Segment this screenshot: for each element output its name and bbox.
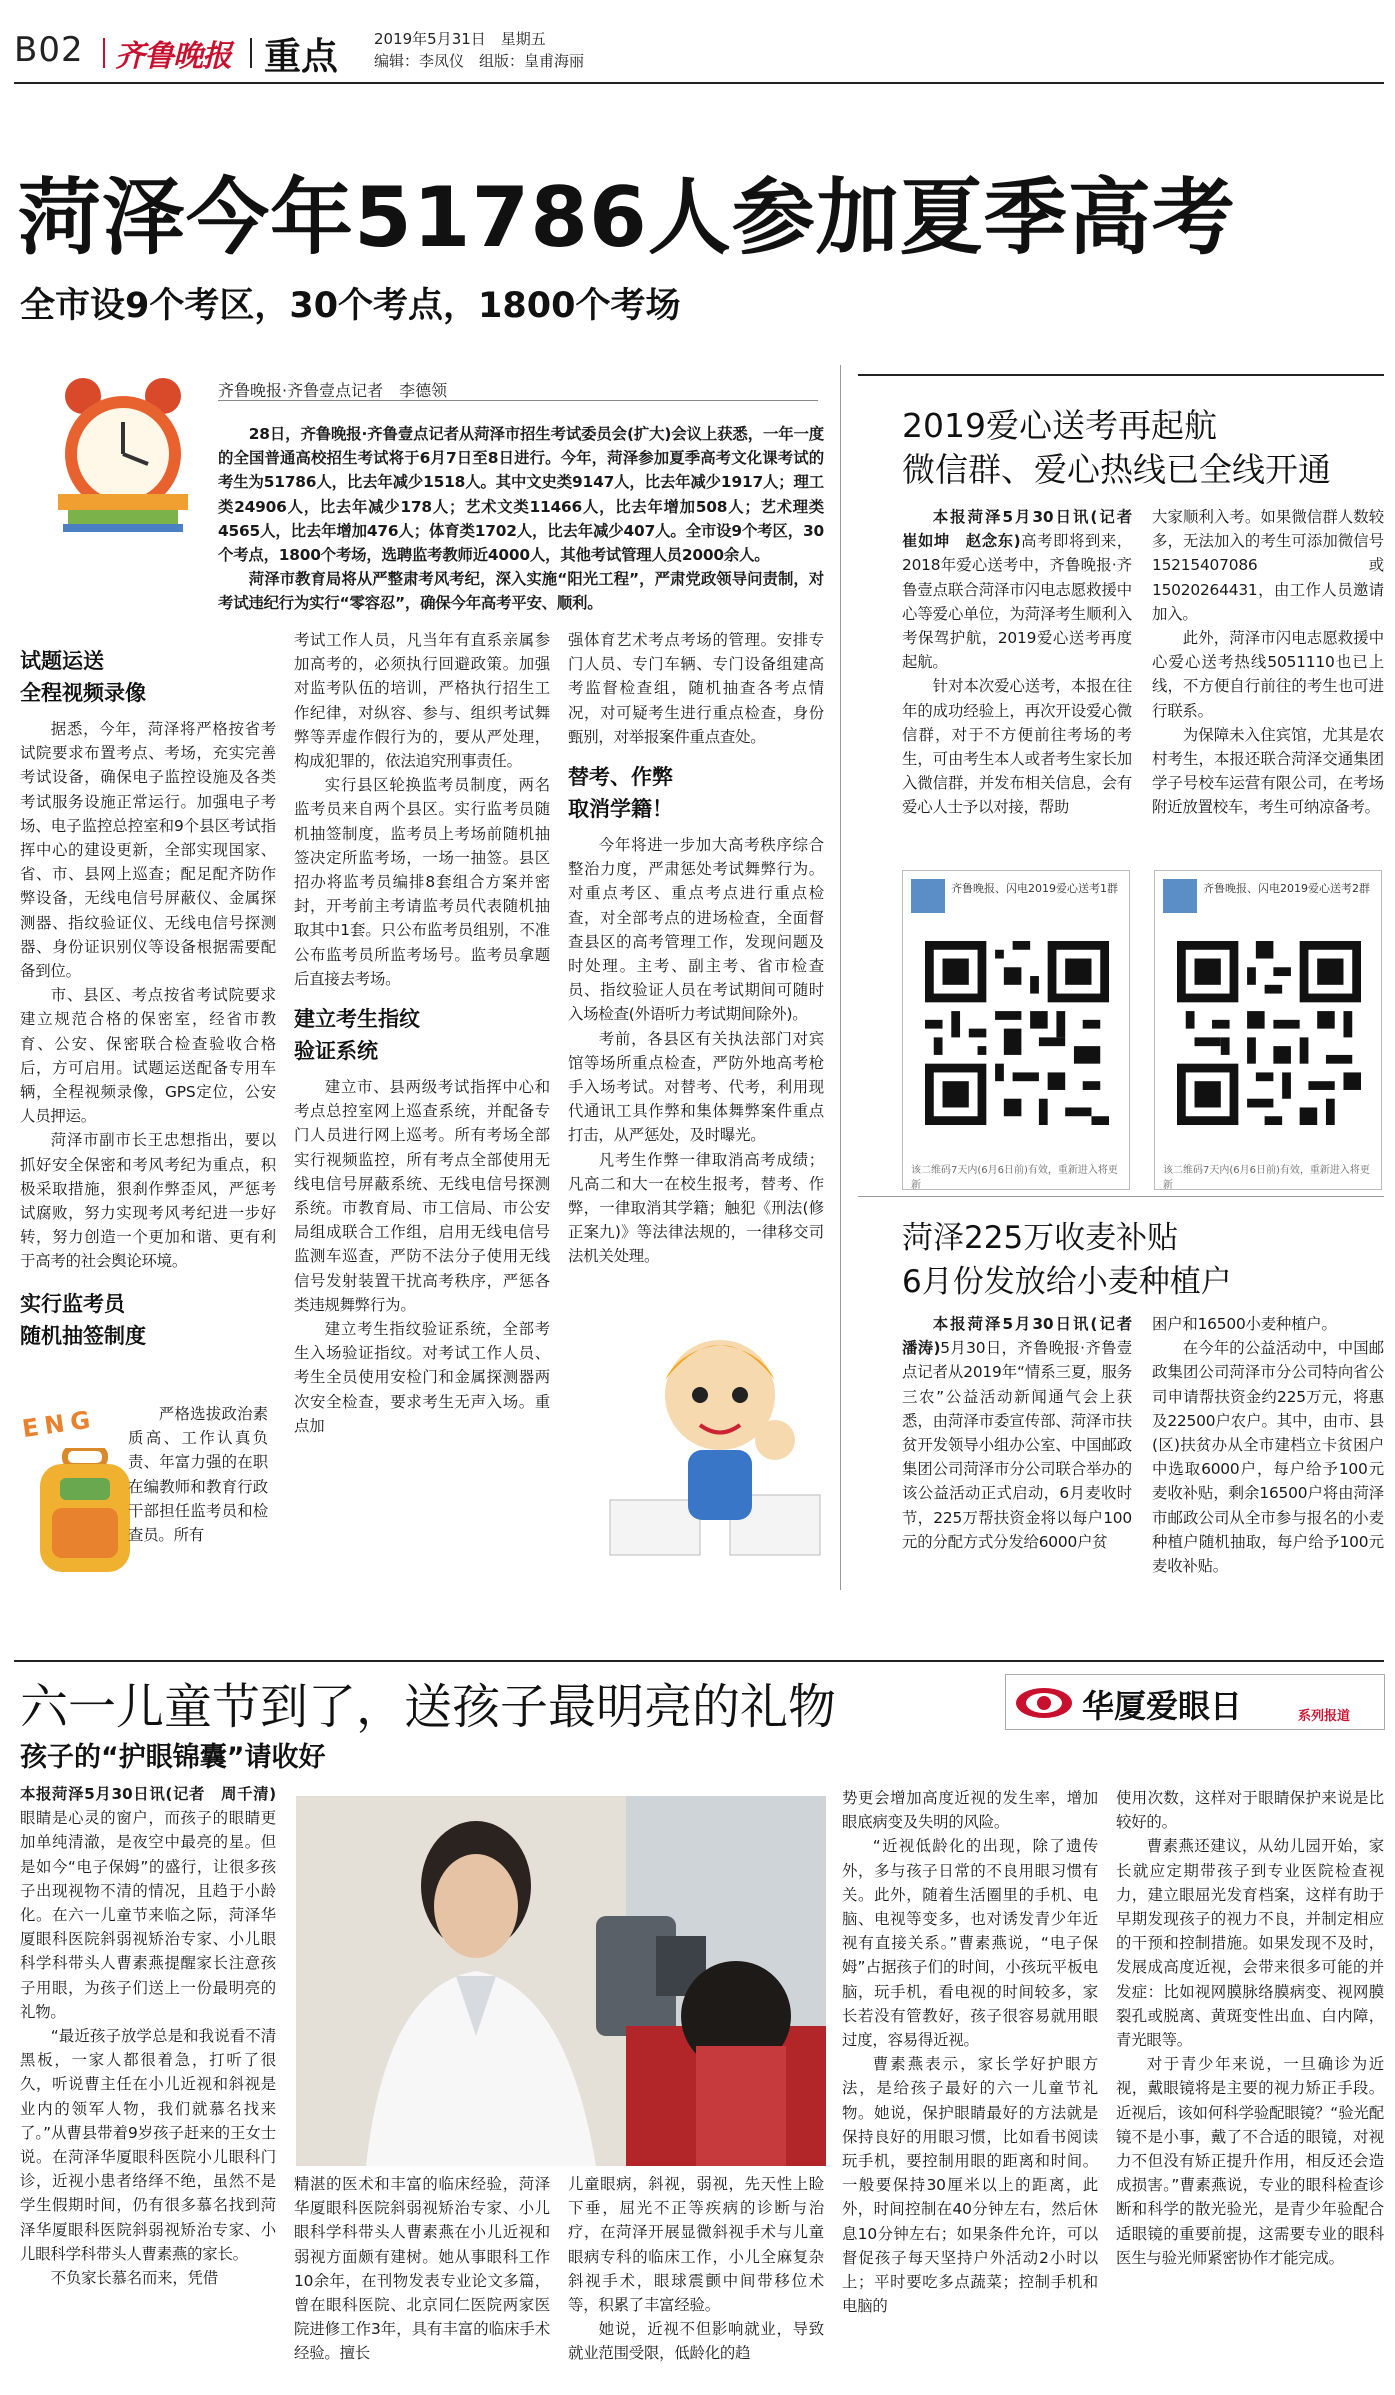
section-title: 重点 xyxy=(264,35,338,78)
section-title-4a: 替考、作弊 xyxy=(568,765,673,790)
wheat-top-rule xyxy=(858,1196,1384,1197)
love-title-2: 微信群、爱心热线已全线开通 xyxy=(902,450,1331,489)
love-p1 xyxy=(902,505,1148,674)
love-col1 xyxy=(902,505,1148,820)
love-p4: 此外，菏泽市闪电志愿救援中心爱心送考热线5051110也已上线，不方便自行前往的考生也可进行联系。 xyxy=(1152,629,1384,720)
wheat-lead: 本报菏泽5月30日讯(记者 潘涛) xyxy=(902,1315,1148,1358)
masthead-divider-2 xyxy=(250,38,252,68)
brand-name: 华厦爱眼日 xyxy=(1082,1687,1243,1725)
exam-headline: 菏泽今年51786人参加夏季高考 xyxy=(18,169,1236,266)
kids-lead: 本报菏泽5月30日讯(记者 周千清) xyxy=(20,1785,276,1803)
love-title-1: 2019爱心送考再起航 xyxy=(902,406,1217,445)
love-top-rule xyxy=(858,374,1384,376)
exam-col1b: 严格选拔政治素质高、工作认真负责、年富力强的在职在编教师和教育行政干部担任监考员和检查员。所有 xyxy=(128,1405,268,1545)
issue-date: 2019年5月31日 星期五 xyxy=(374,30,546,48)
exam-col3-p4: 凡考生作弊一律取消高考成绩；凡高二和大一在校生报考，替考、作弊，一律取消其学籍；触犯《刑法(修正案九)》等法律法规的，一律移交司法机关处理。 xyxy=(568,1150,824,1266)
cartoon-student-illustration xyxy=(600,1300,830,1570)
qr-card-1 xyxy=(902,870,1130,1190)
masthead-divider xyxy=(103,38,105,68)
clock-illustration xyxy=(48,374,198,534)
kids-col5 xyxy=(1116,1786,1384,2270)
love-p3: 大家顺利入考。如果微信群人数较多，无法加入的考生可添加微信号15215407086或15020264431，由工作人员邀请加入。 xyxy=(1152,508,1384,623)
byline-rule xyxy=(218,400,818,401)
exam-col2-p4: 建立考生指纹验证系统，全部考生入场验证指纹。对考试工作人员、考生全员使用安检门和金属探测器两次安全检查，要求考生无声入场。重点加 xyxy=(294,1320,550,1435)
wheat-p1-text: 5月30日，齐鲁晚报·齐鲁壹点记者从2019年“情系三夏，服务三农”公益活动新闻通气会上获悉，由菏泽市委宣传部、菏泽市扶贫开发领导小组办公室、中国邮政集团公司菏泽市分公司联合举办的该公益活动正式启动，6月麦收时节，225万帮扶资金将以每户100元的分配方式分发给6000户贫 xyxy=(902,1339,1133,1551)
exam-col3-p3: 考前，各县区有关执法部门对宾馆等场所重点检查，严防外地高考枪手入场考试。对替考、代考，利用现代通讯工具作弊和集体舞弊案件重点打击，从严惩处，及时曝光。 xyxy=(568,1029,824,1145)
masthead-rule xyxy=(14,82,1384,84)
kids-p12: 对于青少年来说，一旦确诊为近视，戴眼镜将是主要的视力矫正手段。近视后，该如何科学验配眼镜？“验光配镜不是小事，戴了不合适的眼镜，对视力不但没有矫正提升作用，相反还会造成损害。”曹素燕说，专业的眼科检查诊断和科学的散光验光，是青少年验配合适眼镜的重要前提，这需要专业的眼科医生与验光师紧密协作才能完成。 xyxy=(1116,2055,1384,2267)
kids-col2 xyxy=(294,2172,550,2366)
section-title-2a: 实行监考员 xyxy=(20,1291,125,1316)
kids-col1 xyxy=(20,1782,276,2290)
section-title-4b: 取消学籍！ xyxy=(568,797,673,822)
eye-icon xyxy=(1014,1685,1074,1721)
kids-p7: 势更会增加高度近视的发生率，增加眼底病变及失明的风险。 xyxy=(842,1789,1098,1832)
qr-group-avatar-2 xyxy=(1163,879,1197,913)
qr-group-name-2: 齐鲁晚报、闪电2019爱心送考2群 xyxy=(1203,882,1370,895)
kids-p6: 她说，近视不但影响就业，导致就业范围受限，低龄化的趋 xyxy=(568,2320,824,2363)
page-number: B02 xyxy=(14,30,84,70)
kids-p10: 使用次数，这样对于眼睛保护来说是比较好的。 xyxy=(1116,1789,1384,1832)
doctor-photo xyxy=(296,1796,826,2166)
kids-p11: 曹素燕还建议，从幼儿园开始，家长就应定期带孩子到专业医院检查视力，建立眼屈光发育档案，这样有助于早期发现孩子的视力不良，并制定相应的干预和控制措施。如果发现不及时，发展成高度近视，会带来很多可能的并发症：比如视网膜脉络膜病变、视网膜裂孔或脱离、黄斑变性出血、白内障，青光眼等。 xyxy=(1116,1837,1384,2050)
doctor-photo-art xyxy=(296,1796,826,2166)
qr-note-1: 该二维码7天内(6月6日前)有效，重新进入将更新 xyxy=(911,1165,1118,1191)
exam-col2-p1: 考试工作人员，凡当年有直系亲属参加高考的，必须执行回避政策。加强对监考队伍的培训，严格执行招生工作纪律，对纵容、参与、组织考试舞弊等弄虚作假行为的，要从严处理，构成犯罪的，依法追究刑事责任。 xyxy=(294,631,550,771)
kids-p1-text: 眼睛是心灵的窗户，而孩子的眼睛更加单纯清澈，是夜空中最亮的星。但是如今“电子保姆”的盛行，让很多孩子出现视物不清的情况，且趋于小龄化。在六一儿童节来临之际，菏泽华厦眼科医院斜弱视矫治专家、小儿眼科学科带头人曹素燕提醒家长注意孩子用眼，为孩子们送上一份最明亮的礼物。 xyxy=(20,1809,276,2021)
exam-col1-p1: 据悉，今年，菏泽将严格按省考试院要求布置考点、考场，充实完善考试设备，确保电子监控设施及各类考试服务设施正常运行。加强电子考场、电子监控总控室和9个县区考试指挥中心的建设更新，全部实现国家、省、市、县网上巡查；配足配齐防作弊设备，无线电信号屏蔽仪、金属探测器、指纹验证仪、无线电信号探测器、身份证识别仪等设备根据需要配备到位。 xyxy=(20,720,276,981)
qr-group-avatar xyxy=(911,879,945,913)
love-p1-text: 高考即将到来，2018年爱心送考中，齐鲁晚报·齐鲁壹点联合菏泽市闪电志愿救援中心等爱心单位，为菏泽考生顺利入考保驾护航，2019爱心送考再度起航。 xyxy=(902,532,1132,672)
kids-col3 xyxy=(568,2172,824,2366)
qr-code-2[interactable] xyxy=(1177,941,1361,1125)
qr-group-name-1: 齐鲁晚报、闪电2019爱心送考1群 xyxy=(951,882,1118,895)
brand-series: 系列报道 xyxy=(1298,1709,1351,1724)
section-title-3b: 验证系统 xyxy=(294,1039,378,1064)
section-title-1b: 全程视频录像 xyxy=(20,681,146,705)
wheat-p1 xyxy=(902,1312,1148,1554)
kids-p8: “近视低龄化的出现，除了遗传外，多与孩子日常的不良用眼习惯有关。此外，随着生活圈里的手机、电脑、电视等变多，也对诱发青少年近视有直接关系。”曹素燕说，“电子保姆”占据孩子们的时间，小孩玩平板电脑，玩手机，看电视的时间较多，家长若没有管教好，孩子很容易就用眼过度，容易得近视。 xyxy=(842,1837,1098,2050)
kids-p9: 曹素燕表示，家长学好护眼方法，是给孩子最好的六一儿童节礼物。她说，保护眼睛最好的方法就是保持良好的用眼习惯，比如看书阅读玩手机，要控制用眼的距离和时间。一般要保持30厘米以上的距离，此外，时间控制在40分钟左右，然后休息10分钟左右；如果条件允许，可以督促孩子每天坚持户外活动2小时以上；平时要吃多点蔬菜；控制手机和电脑的 xyxy=(842,2055,1098,2316)
exam-col2-p2: 实行县区轮换监考员制度，两名监考员来自两个县区。实行监考员随机抽签制度，监考员上考场前随机抽签决定所监考场，一场一抽签。县区招办将监考员编排8套组合方案并密封，开考前主考请监考员代表随机抽取其中1套。只公布监考员组别，不准公布监考员所监考场号。监考员拿题后直接去考场。 xyxy=(294,776,550,988)
wheat-title-2: 6月份发放给小麦种植户 xyxy=(902,1264,1232,1300)
exam-lead-p1: 28日，齐鲁晚报·齐鲁壹点记者从菏泽市招生考试委员会(扩大)会议上获悉，一年一度的全国普通高校招生考试将于6月7日至8日进行。今年，菏泽参加夏季高考文化课考试的考生为51786人，比去年减少1518人。其中文史类9147人，比去年减少1917人；理工类24906人，比去年减少178人；艺术文类11466人，比去年增加508人；艺术理类4565人，比去年增加476人；体育类1702人，比去年减少407人。全市设9个考区，30个考点，1800个考场，选聘监考教师近4000人，其他考试管理人员2000余人。 xyxy=(218,425,824,565)
eng-letters: ENG xyxy=(20,1404,98,1444)
wheat-col2 xyxy=(1152,1312,1384,1578)
love-col2 xyxy=(1152,505,1384,820)
column-divider xyxy=(840,365,841,1590)
exam-col3 xyxy=(568,628,824,1269)
kids-top-rule xyxy=(14,1660,1384,1662)
kids-col4 xyxy=(842,1786,1098,2318)
section-title-1a: 试题运送 xyxy=(20,649,104,673)
backpack-illustration xyxy=(30,1448,140,1578)
exam-byline: 齐鲁晚报·齐鲁壹点记者 李德领 xyxy=(218,381,448,400)
exam-lead xyxy=(218,422,824,616)
exam-col1-p3: 菏泽市副市长王忠想指出，要以抓好安全保密和考风考纪为重点，积极采取措施，狠刹作弊歪风，严惩考试腐败，努力实现考风考纪进一步好转，努力创造一个更加和谐、更有利于高考的社会舆论环境。 xyxy=(20,1131,276,1271)
love-p2: 针对本次爱心送考，本报在往年的成功经验上，再次开设爱心微信群，对于不方便前往考场的考生，可由考生本人或者考生家长加入微信群，并发布相关信息，会有爱心人士予以对接，帮助 xyxy=(902,677,1132,817)
editors: 编辑：李凤仪 组版：皇甫海丽 xyxy=(374,52,585,70)
exam-col3-p2: 今年将进一步加大高考秩序综合整治力度，严肃惩处考试舞弊行为。对重点考区、重点考点进行重点检查，对全部考点的进场检查，全面督查县区的高考管理工作，发现问题及时处理。主考、副主考、省市检查员、指纹验证人员在考试期间可随时入场检查(外语听力考试期间除外)。 xyxy=(568,836,824,1024)
exam-col2 xyxy=(294,628,550,1438)
kids-p4: 精湛的医术和丰富的临床经验，菏泽华厦眼科医院斜弱视矫治专家、小儿眼科学科带头人曹素燕在小儿近视和弱视方面颇有建树。她从事眼科工作10余年，在刊物发表专业论文多篇，曾在眼科医院、北京同仁医院两家医院进修工作3年，具有丰富的临床手术经验。擅长 xyxy=(294,2175,550,2363)
kids-p3: 不负家长慕名而来，凭借 xyxy=(50,2269,218,2288)
exam-subheadline: 全市设9个考区，30个考点，1800个考场 xyxy=(20,286,681,326)
kids-p2: “最近孩子放学总是和我说看不清黑板，一家人都很着急，打听了很久，听说曹主任在小儿近视和斜视是业内的领军人物，我们就慕名找来了。”从曹县带着9岁孩子赶来的王女士说。在菏泽华厦眼科医院小儿眼科门诊，近视小患者络绎不绝，虽然不是学生假期时间，仍有很多慕名找到菏泽华厦眼科医院斜弱视矫治专家、小儿眼科学科带头人曹素燕的家长。 xyxy=(20,2027,276,2263)
kids-p1 xyxy=(20,1782,276,2024)
wheat-p2: 困户和16500小麦种植户。 xyxy=(1152,1315,1337,1333)
exam-lead-p2: 菏泽市教育局将从严整肃考风考纪，深入实施“阳光工程”，严肃党政领导问责制，对考试违纪行为实行“零容忍”，确保今年高考平安、顺利。 xyxy=(218,570,824,613)
kids-headline: 六一儿童节到了，送孩子最明亮的礼物 xyxy=(20,1679,837,1735)
kids-p5: 儿童眼病，斜视，弱视，先天性上睑下垂，屈光不正等疾病的诊断与治疗，在菏泽开展显微斜视手术与儿童眼病专科的临床工作，小儿全麻复杂斜视手术，眼球震颤中间带移位术等，积累了丰富经验。 xyxy=(568,2175,824,2315)
exam-col2-p3: 建立市、县两级考试指挥中心和考点总控室网上巡查系统，并配备专门人员进行网上巡考。所有考场全部实行视频监控，所有考点全部使用无线电信号屏蔽系统、无线电信号探测系统。市教育局、市工信局、市公安局组成联合工作组，启用无线电信号监测车巡查，严防不法分子使用无线信号发射装置干扰高考秩序，严惩各类违规舞弊行为。 xyxy=(294,1078,550,1314)
love-lead: 本报菏泽5月30日讯(记者 崔如坤 赵念东) xyxy=(902,508,1148,551)
love-p5: 为保障未入住宾馆，尤其是农村考生，本报还联合菏泽交通集团学子号校车运营有限公司，在考场附近放置校车，考生可纳凉备考。 xyxy=(1152,725,1384,817)
qr-code-1[interactable] xyxy=(925,941,1109,1125)
section-title-2b: 随机抽签制度 xyxy=(20,1323,146,1348)
paper-logo: 齐鲁晚报 xyxy=(115,39,231,74)
qr-card-2 xyxy=(1154,870,1382,1190)
exam-col1-p2: 市、县区、考点按省考试院要求建立规范合格的保密室，经省市教育、公安、保密联合检查验收合格后，方可启用。试题运送配备专用车辆，全程视频录像，GPS定位，公安人员押运。 xyxy=(20,986,276,1126)
exam-col3-p1: 强体育艺术考点考场的管理。安排专门人员、专门车辆、专门设备组建高考监督检查组，随机抽查各考点情况，对可疑考生进行重点检查，身份甄别，对举报案件重点查处。 xyxy=(568,631,824,746)
wheat-title-1: 菏泽225万收麦补贴 xyxy=(902,1220,1179,1256)
kids-subheadline: 孩子的“护眼锦囊”请收好 xyxy=(20,1742,326,1773)
section-title-3a: 建立考生指纹 xyxy=(294,1007,420,1032)
wheat-col1 xyxy=(902,1312,1148,1554)
brand-logo xyxy=(1005,1674,1385,1730)
wheat-p3: 在今年的公益活动中，中国邮政集团公司菏泽市分公司特向省公司申请帮扶资金约225万元，将惠及22500户农户。其中，由市、县(区)扶贫办从全市建档立卡贫困户中选取6000户，每户给予100元麦收补贴，剩余16500户将由菏泽市邮政公司从全市参与报名的小麦种植户随机抽取，每户给予100元麦收补贴。 xyxy=(1152,1339,1384,1576)
qr-note-2: 该二维码7天内(6月6日前)有效，重新进入将更新 xyxy=(1163,1165,1370,1191)
exam-col1 xyxy=(20,645,276,1360)
